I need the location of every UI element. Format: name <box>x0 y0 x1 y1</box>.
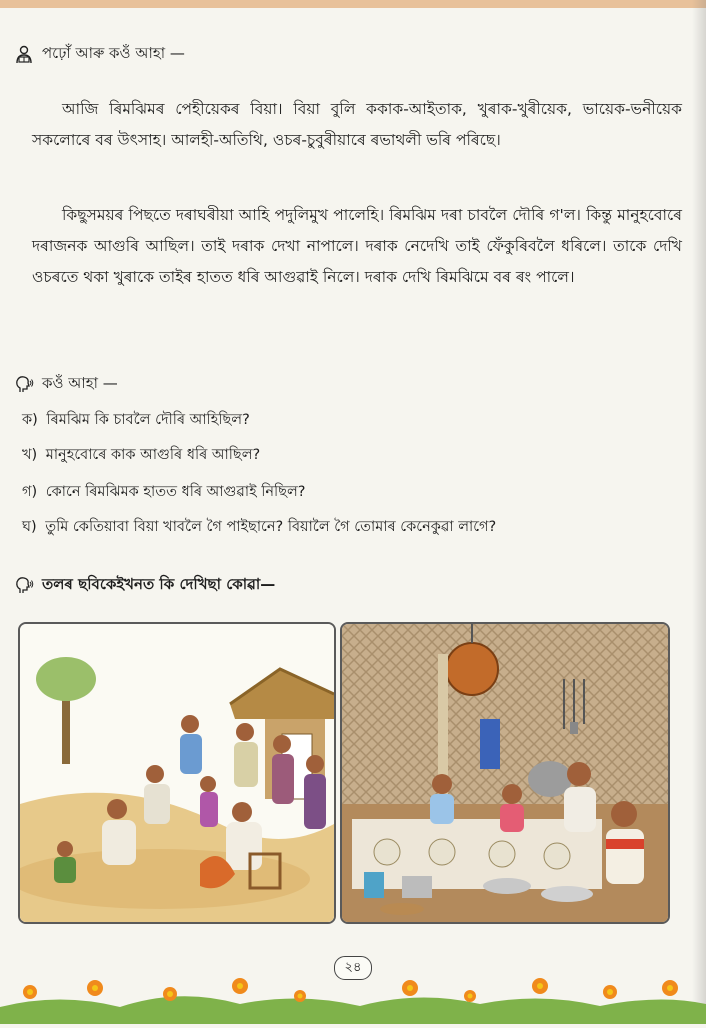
question-text: ৰিমঝিম কি চাবলৈ দৌৰি আহিছিল? <box>46 412 250 428</box>
say-heading <box>14 372 118 397</box>
question-gha <box>22 516 496 540</box>
wedding-feast-illustration <box>340 622 670 924</box>
question-kha <box>22 444 260 468</box>
heading-text: কওঁ আহা — <box>42 374 118 392</box>
wedding-gathering-illustration <box>18 622 336 924</box>
question-text: মানুহবোৰে কাক আগুৰি ধৰি আছিল? <box>45 447 261 463</box>
top-edge-strip <box>0 0 706 8</box>
heading-text: তলৰ ছবিকেইখনত কি দেখিছা কোৱা— <box>42 575 276 593</box>
question-text: তুমি কেতিয়াবা বিয়া খাবলৈ গৈ পাইছানে? বিয়ালৈ গৈ তোমাৰ কেনেকুৱা লাগে? <box>45 519 497 535</box>
question-ka <box>22 409 250 433</box>
page-number: ২৪ <box>334 956 372 980</box>
story-paragraph-2: কিছুসময়ৰ পিছতে দৰাঘৰীয়া আহি পদুলিমুখ পালেহি। ৰিমঝিম দৰা চাবলৈ দৌৰি গ'ল। কিন্তু মানুহবোৰে দৰাজনক আগুৰি আছিল। তাই দৰাক দেখা নাপালে। দৰাক নেদেখি তাই ফেঁকুৰিবলৈ ধৰিলে। তাকে দেখি ওচৰতে থকা খুৰাকে তাইৰ হাতত ধৰি আগুৱাই নিলে। দৰাক দেখি ৰিমঝিমে বৰ ৰং পালে। <box>32 206 682 286</box>
speaking-head-icon <box>14 576 34 596</box>
reading-person-icon <box>14 45 34 65</box>
picture-talk-heading <box>14 573 275 598</box>
question-label: ক) <box>22 412 38 428</box>
speaking-head-icon <box>14 375 34 395</box>
page-fold-shadow <box>692 0 706 1024</box>
question-ga <box>22 481 306 505</box>
read-and-say-heading <box>14 42 185 67</box>
question-label: ঘ) <box>22 519 37 535</box>
question-label: খ) <box>22 447 38 463</box>
question-label: গ) <box>22 484 38 500</box>
question-text: কোনে ৰিমঝিমক হাতত ধৰি আগুৱাই নিছিল? <box>45 484 306 500</box>
heading-text: পঢ়োঁ আৰু কওঁ আহা — <box>42 44 185 62</box>
story-paragraph-1: আজি ৰিমঝিমৰ পেহীয়েকৰ বিয়া। বিয়া বুলি ককাক-আইতাক, খুৰাক-খুৰীয়েক, ভায়েক-ভনীয়েক সকলোৰে বৰ উৎসাহ। আলহী-অতিথি, ওচৰ-চুবুৰীয়াৰে ৰভাথলী ভৰি পৰিছে। <box>32 100 682 149</box>
